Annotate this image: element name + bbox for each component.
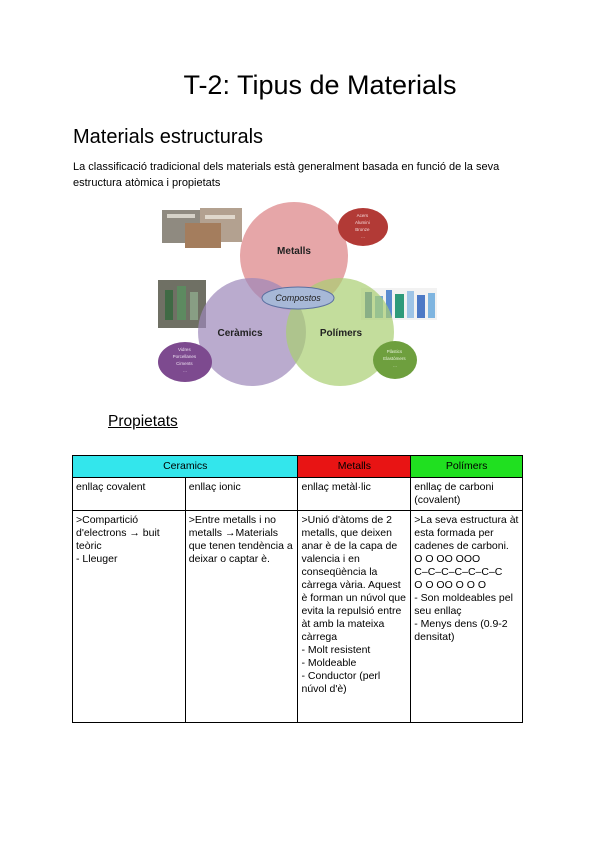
table-row	[73, 478, 523, 511]
materials-venn-diagram	[155, 200, 455, 390]
bond-carbon: enllaç de carboni (covalent)	[411, 478, 523, 511]
compostos-label: Compostos	[275, 293, 321, 303]
ceramics-label: Ceràmics	[217, 328, 263, 339]
header-polimers: Polímers	[411, 456, 523, 478]
svg-text:Vidres Porcellanes Cim: Vidres Porcellanes Ciments ...	[172, 347, 197, 373]
table-row	[73, 511, 523, 723]
ceramics-photo	[158, 280, 206, 328]
metals-photo	[162, 208, 242, 248]
intro-paragraph: La classificació tradicional dels materials està generalment basada en funció de la seva estructura atòmica i propietats	[73, 161, 500, 189]
header-ceramics: Ceramics	[73, 456, 298, 478]
propietats-heading: Propietats	[108, 413, 178, 430]
properties-table	[72, 455, 523, 723]
detail-metallic: >Unió d'àtoms de 2 metalls, que deixen anar è de la capa de valencia i en conseqüència la càrrega vària. Aquest è forman un núvol que evita la repulsió entre àt amb la mateixa càrrega - Molt resistent - Moldeable - Conductor (perl núvol d'è)	[298, 511, 411, 723]
page-title: T-2: Tipus de Materials	[183, 70, 457, 100]
table-header-row	[73, 456, 523, 478]
detail-carbon: >La seva estructura àt esta formada per cadenes de carboni. O O OO OOO C–C–C–C–C–C–C O O OO O O O - Son moldeables pel seu enllaç - Menys dens (0.9-2 densitat)	[411, 511, 523, 723]
metalls-label: Metalls	[277, 246, 311, 257]
bond-covalent: enllaç covalent	[73, 478, 186, 511]
detail-covalent: >Compartició d'electrons → buit teòric - Lleuger	[73, 511, 186, 723]
bond-ionic: enllaç ionic	[185, 478, 298, 511]
svg-text:Plàstics Elastòmers ..: Plàstics Elastòmers ...	[383, 349, 406, 368]
header-metalls: Metalls	[298, 456, 411, 478]
svg-text:Acers Alumini Bronze: Acers Alumini Bronze ...	[354, 213, 370, 239]
polimers-label: Polímers	[319, 328, 363, 339]
section-heading: Materials estructurals	[73, 126, 264, 148]
detail-ionic: >Entre metalls i no metalls →Materials que tenen tendència a deixar o captar è.	[185, 511, 298, 723]
bond-metallic: enllaç metàl·lic	[298, 478, 411, 511]
